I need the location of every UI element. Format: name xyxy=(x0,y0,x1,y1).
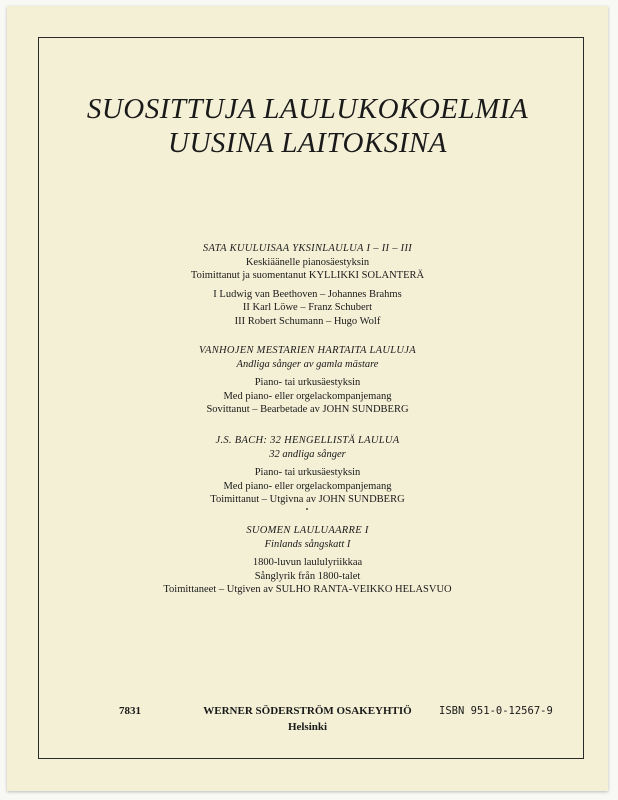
section-vanhojen-mestarien xyxy=(7,344,608,417)
section-title: VANHOJEN MESTARIEN HARTAITA LAULUJA xyxy=(199,345,416,356)
section-subtitle: 32 andliga sånger xyxy=(269,448,346,460)
section-subtitle: Finlands sångskatt I xyxy=(264,538,351,550)
section-subtitle: Andliga sånger av gamla mästare xyxy=(236,358,379,370)
volume-line: II Karl Löwe – Franz Schubert xyxy=(242,302,373,313)
volume-line: III Robert Schumann – Hugo Wolf xyxy=(234,315,381,327)
page-title-line-2: UUSINA LAITOKSINA xyxy=(168,127,447,159)
publisher-name: WERNER SÖDERSTRÖM OSAKEYHTIÖ xyxy=(203,705,412,717)
footer xyxy=(7,705,608,745)
section-title: SATA KUULUISAA YKSINLAULUA I – II – III xyxy=(202,243,413,254)
page-title-line-1: SUOSITTUJA LAULUKOKOELMIA xyxy=(86,93,529,125)
section-line: Sånglyrik från 1800-talet xyxy=(254,570,361,582)
section-line: Toimittanut ja suomentanut KYLLIKKI SOLANTERÄ xyxy=(190,270,425,281)
isbn: ISBN 951-0-12567-9 xyxy=(439,705,553,717)
separator-dot xyxy=(306,508,308,510)
publisher-city: Helsinki xyxy=(287,721,328,733)
back-cover xyxy=(7,6,608,791)
section-line: Med piano- eller orgelackompanjemang xyxy=(223,390,392,402)
section-line: Keskiäänelle pianosäestyksin xyxy=(245,256,370,268)
section-line: Toimittaneet – Utgiven av SULHO RANTA-VEIKKO HELASVUO xyxy=(163,584,452,595)
section-title: J.S. BACH: 32 HENGELLISTÄ LAULUA xyxy=(215,435,400,446)
section-suomen-lauluaarre xyxy=(7,524,608,597)
section-sata-kuuluisaa xyxy=(7,242,608,328)
section-line: Piano- tai urkusäestyksin xyxy=(254,377,361,388)
section-line: Sovittanut – Bearbetade av JOHN SUNDBERG xyxy=(206,404,409,415)
volume-line: I Ludwig van Beethoven – Johannes Brahms xyxy=(213,288,402,300)
catalog-number: 7831 xyxy=(119,705,141,717)
section-title: SUOMEN LAULUAARRE I xyxy=(246,525,369,536)
section-bach xyxy=(7,434,608,507)
section-line: Med piano- eller orgelackompanjemang xyxy=(223,480,392,492)
section-line: Toimittanut – Utgivna av JOHN SUNDBERG xyxy=(210,494,405,505)
section-line: Piano- tai urkusäestyksin xyxy=(254,467,361,478)
section-line: 1800-luvun laululyriikkaa xyxy=(252,557,363,568)
